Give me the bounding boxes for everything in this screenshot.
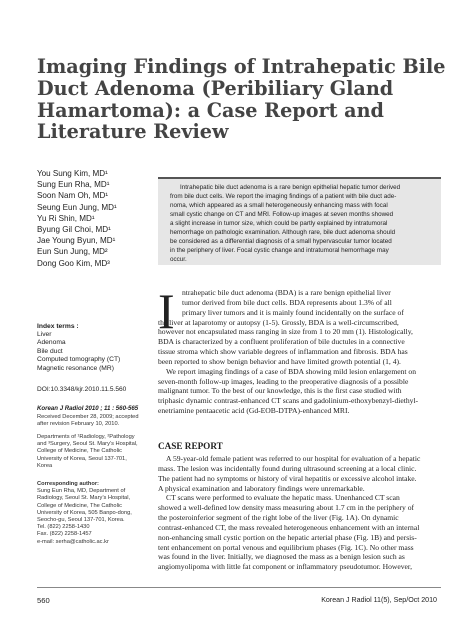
correspondence-line: Tel. (822) 2258-1430: [37, 524, 90, 531]
author-name: Seung Eun Jung, MD¹: [37, 202, 117, 212]
case-report-text: [158, 454, 448, 572]
body-line: the posteroinferior segment of the right lobe of the liver (Fig. 1A). On dynamic: [158, 513, 399, 523]
author-name: Dong Goo Kim, MD³: [37, 258, 110, 268]
abstract-line: in the periphery of liver. Focal cystic change and intratumoral hemorrhage may: [170, 247, 389, 254]
correspondence-line: e-mail: serha@catholic.ac.kr: [37, 538, 109, 545]
author-name: Byung Gil Choi, MD¹: [37, 225, 111, 235]
body-line: was found in the liver. Initially, we diagnosed the mass as a benign lesion such as: [158, 552, 405, 562]
abstract-line: small cystic change on CT and MRI. Follow-up images at seven months showed: [170, 211, 394, 218]
correspondence-line: Fax. (822) 2258-1457: [37, 531, 92, 538]
keyword: Liver: [37, 331, 52, 338]
body-line: ntrahepatic bile duct adenoma (BDA) is a rare benign epithelial liver: [182, 288, 391, 297]
body-line: enetriamine pentaacetic acid (Gd-EOB-DTPA)-enhanced MRI.: [158, 406, 350, 416]
correspondence-line: Sung Eun Rha, MD, Department of: [37, 488, 126, 495]
body-line: angiomyolipoma with little fat component or inflammatory pseudotumor. However,: [158, 562, 413, 572]
department-line: University of Korea, Seoul 137-701,: [37, 455, 127, 462]
article-title: [37, 56, 447, 143]
abstract-line: occur.: [170, 256, 187, 263]
author-name: Jae Young Byun, MD¹: [37, 236, 116, 246]
received-line: after revision February 10, 2010.: [37, 421, 120, 428]
abstract-line: be considered as a differential diagnosis of a small hypervascular tumor located: [170, 238, 392, 245]
departments: [37, 434, 138, 470]
body-line: primary liver tumors and it is mainly found incidentally on the surface of: [182, 307, 404, 317]
journal-reference: Korean J Radiol 2010 ; 11 : 560-565: [37, 405, 139, 412]
author-name: Yu Ri Shin, MD¹: [37, 213, 95, 223]
correspondence-line: Seocho-gu, Seoul 137-701, Korea.: [37, 517, 125, 524]
body-line: We report imaging findings of a case of BDA showing mild lesion enlargement on: [166, 366, 417, 376]
correspondence-line: College of Medicine, The Catholic: [37, 502, 122, 509]
corresponding-author-title: Corresponding author:: [37, 481, 99, 487]
received-line: Received December 28, 2009; accepted: [37, 414, 139, 420]
title-line: Hamartoma): a Case Report and: [37, 98, 384, 122]
keyword: Computed tomography (CT): [37, 356, 121, 364]
body-line: tissue stroma which show variable degrees of inflammation and fibrosis. BDA has: [158, 347, 408, 357]
keyword: Magnetic resonance (MR): [37, 364, 114, 372]
author-name: Soon Nam Oh, MD¹: [37, 191, 109, 201]
body-line: contrast-enhanced CT, the mass revealed heterogeneous enhancement with an internal: [158, 522, 420, 532]
abstract-line: hemorrhage on pathologic examination. Although rare, bile duct adenoma should: [170, 229, 396, 236]
body-line: mass. The lesion was incidentally found during ultrasound screening at a local clinic.: [158, 463, 417, 473]
body-line: triphasic dynamic contrast-enhanced CT scans and gadolinium-ethoxybenzyl-diethyl-: [158, 396, 419, 406]
body-line: malignant tumor. To the best of our knowledge, this is the first case studied with: [158, 386, 402, 396]
received-dates: [37, 414, 139, 428]
section-heading: CASE REPORT: [158, 441, 223, 451]
doi: DOI:10.3348/kjr.2010.11.5.560: [37, 386, 127, 393]
correspondence-line: Radiology, Seoul St. Mary’s Hospital,: [37, 495, 131, 502]
body-line: The patient had no symptoms or history of viral hepatitis or excessive alcohol intake.: [158, 473, 417, 483]
drop-cap: I: [158, 283, 175, 339]
footer-journal: Korean J Radiol 11(5), Sep/Oct 2010: [321, 596, 437, 604]
body-line: BDA is characterized by a confluent proliferation of bile ductules in a connective: [158, 337, 405, 347]
department-line: Korea: [37, 462, 53, 469]
author-list: [37, 168, 157, 269]
abstract-line: noma, which appeared as a small heterogeneously enhancing mass with focal: [170, 202, 388, 209]
keyword: Adenoma: [37, 339, 66, 347]
department-line: Departments of ¹Radiology, ²Pathology: [37, 434, 135, 440]
author-name: You Sung Kim, MD¹: [37, 169, 108, 178]
department-line: College of Medicine, The Catholic: [37, 448, 122, 455]
body-line: A physical examination and laboratory findings were unremarkable.: [158, 483, 365, 493]
body-line: tent enhancement on portal venous and equilibrium phases (Fig. 1C). No other mass: [158, 542, 414, 552]
title-line: Duct Adenoma (Peribiliary Gland: [37, 76, 394, 100]
page-number: 560: [37, 596, 50, 605]
abstract-line: from bile duct cells. We report the imaging findings of a patient with bile duct ade-: [170, 193, 397, 200]
footer-divider: [37, 587, 441, 588]
keyword: Bile duct: [37, 347, 63, 355]
index-terms: [37, 323, 157, 373]
body-line: seven-month follow-up images, leading to the preoperative diagnosis of a possible: [158, 376, 409, 386]
author-name: Sung Eun Rha, MD¹: [37, 180, 110, 190]
body-line: been reported to show benign behavior and have limited growth potential (1, 4).: [158, 356, 401, 366]
body-line: CT scans were performed to evaluate the hepatic mass. Unenhanced CT scan: [166, 493, 400, 503]
abstract-text: [170, 183, 433, 264]
department-line: and ³Surgery, Seoul St. Mary’s Hospital,: [37, 441, 138, 448]
body-line: tumor derived from bile duct cells. BDA represents about 1.3% of all: [182, 297, 392, 307]
body-line: showed a well-defined low density mass measuring about 1.7 cm in the periphery of: [158, 503, 415, 513]
author-name: Eun Sun Jung, MD²: [37, 247, 108, 257]
abstract-box: [158, 177, 441, 265]
abstract-line: a slight increase in tumor size, which could be partly explained by intratumoral: [170, 220, 388, 227]
body-line: non-enhancing small cystic portion on the hepatic arterial phase (Fig. 1B) and persis-: [158, 532, 417, 542]
correspondence-line: University of Korea, 505 Banpo-dong,: [37, 509, 132, 516]
index-terms-title: Index terms :: [37, 323, 79, 330]
body-line: the liver at laparotomy or autopsy (1-5). Grossly, BDA is a well-circumscribed,: [158, 317, 399, 327]
intro-text: [158, 283, 448, 416]
abstract-line: Intrahepatic bile duct adenoma is a rare benign epithelial hepatic tumor derived: [180, 184, 401, 191]
body-line: however not encapsulated mass ranging in size from 1 to 20 mm (1). Histologically,: [158, 327, 413, 337]
title-line: Imaging Findings of Intrahepatic Bile: [37, 55, 446, 78]
corresponding-author: [37, 481, 132, 546]
title-line: Literature Review: [37, 120, 229, 144]
body-line: A 59-year-old female patient was referred to our hospital for evaluation of a hepatic: [166, 454, 421, 463]
